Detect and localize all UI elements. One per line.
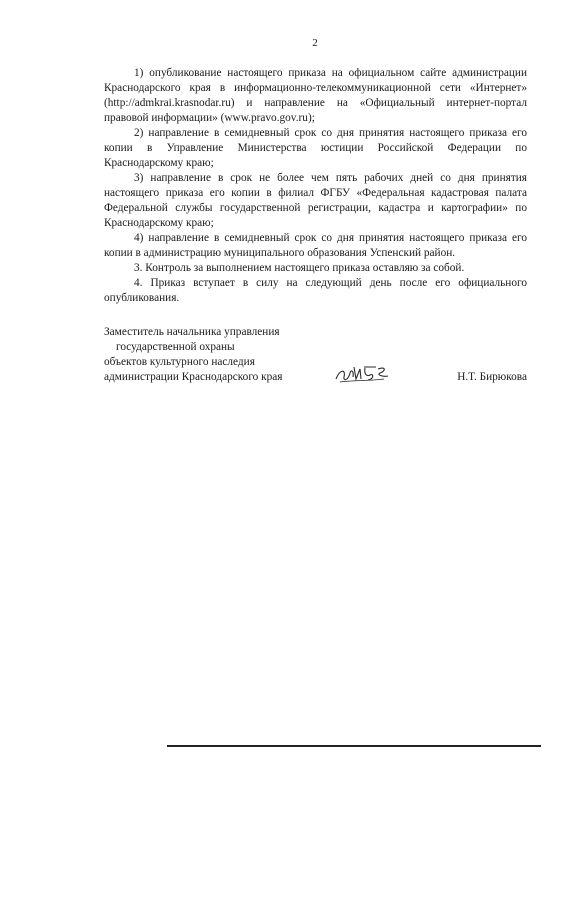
signatory-title-line-4: администрации Краснодарского края: [104, 371, 283, 383]
paragraph-entry-into-force: 4. Приказ вступает в силу на следующий день после его официального опубликования.: [104, 277, 527, 304]
paragraph-control: 3. Контроль за выполнением настоящего приказа оставляю за собой.: [134, 262, 465, 274]
signatory-title-line-3: объектов культурного наследия: [104, 356, 255, 368]
paragraph-uspensky-district: 4) направление в семидневный срок со дня принятия настоящего приказа его копии в администрацию муниципального образования Успенский район.: [104, 232, 527, 259]
handwritten-signature-icon: [334, 363, 390, 385]
paragraph-cadastral-chamber: 3) направление в срок не более чем пять рабочих дней со дня принятия настоящего приказа его копии в филиал ФГБУ «Федеральная кадастровая палата Федеральной службы государственной регистрации, кадастра и картографии» по Краснодарскому краю;: [104, 172, 527, 229]
page-number: 2: [312, 37, 318, 49]
signatory-title-line-1: Заместитель начальника управления: [104, 326, 280, 338]
paragraph-publication: 1) опубликование настоящего приказа на официальном сайте администрации Краснодарского края в информационно-телекоммуникационной сети «Интернет» (http://admkrai.krasnodar.ru) и направление на «Официальный интернет-портал правовой информации» (www.pravo.gov.ru);: [104, 67, 527, 124]
paragraph-justice-ministry: 2) направление в семидневный срок со дня принятия настоящего приказа его копии в Управление Министерства юстиции Российской Федерации по Краснодарскому краю;: [104, 127, 527, 169]
signature-block: [104, 325, 527, 385]
signatory-title-line-2: государственной охраны: [116, 341, 235, 353]
bottom-divider: [167, 745, 541, 747]
signatory-name: Н.Т. Бирюкова: [457, 371, 527, 383]
document-body: [104, 66, 527, 306]
